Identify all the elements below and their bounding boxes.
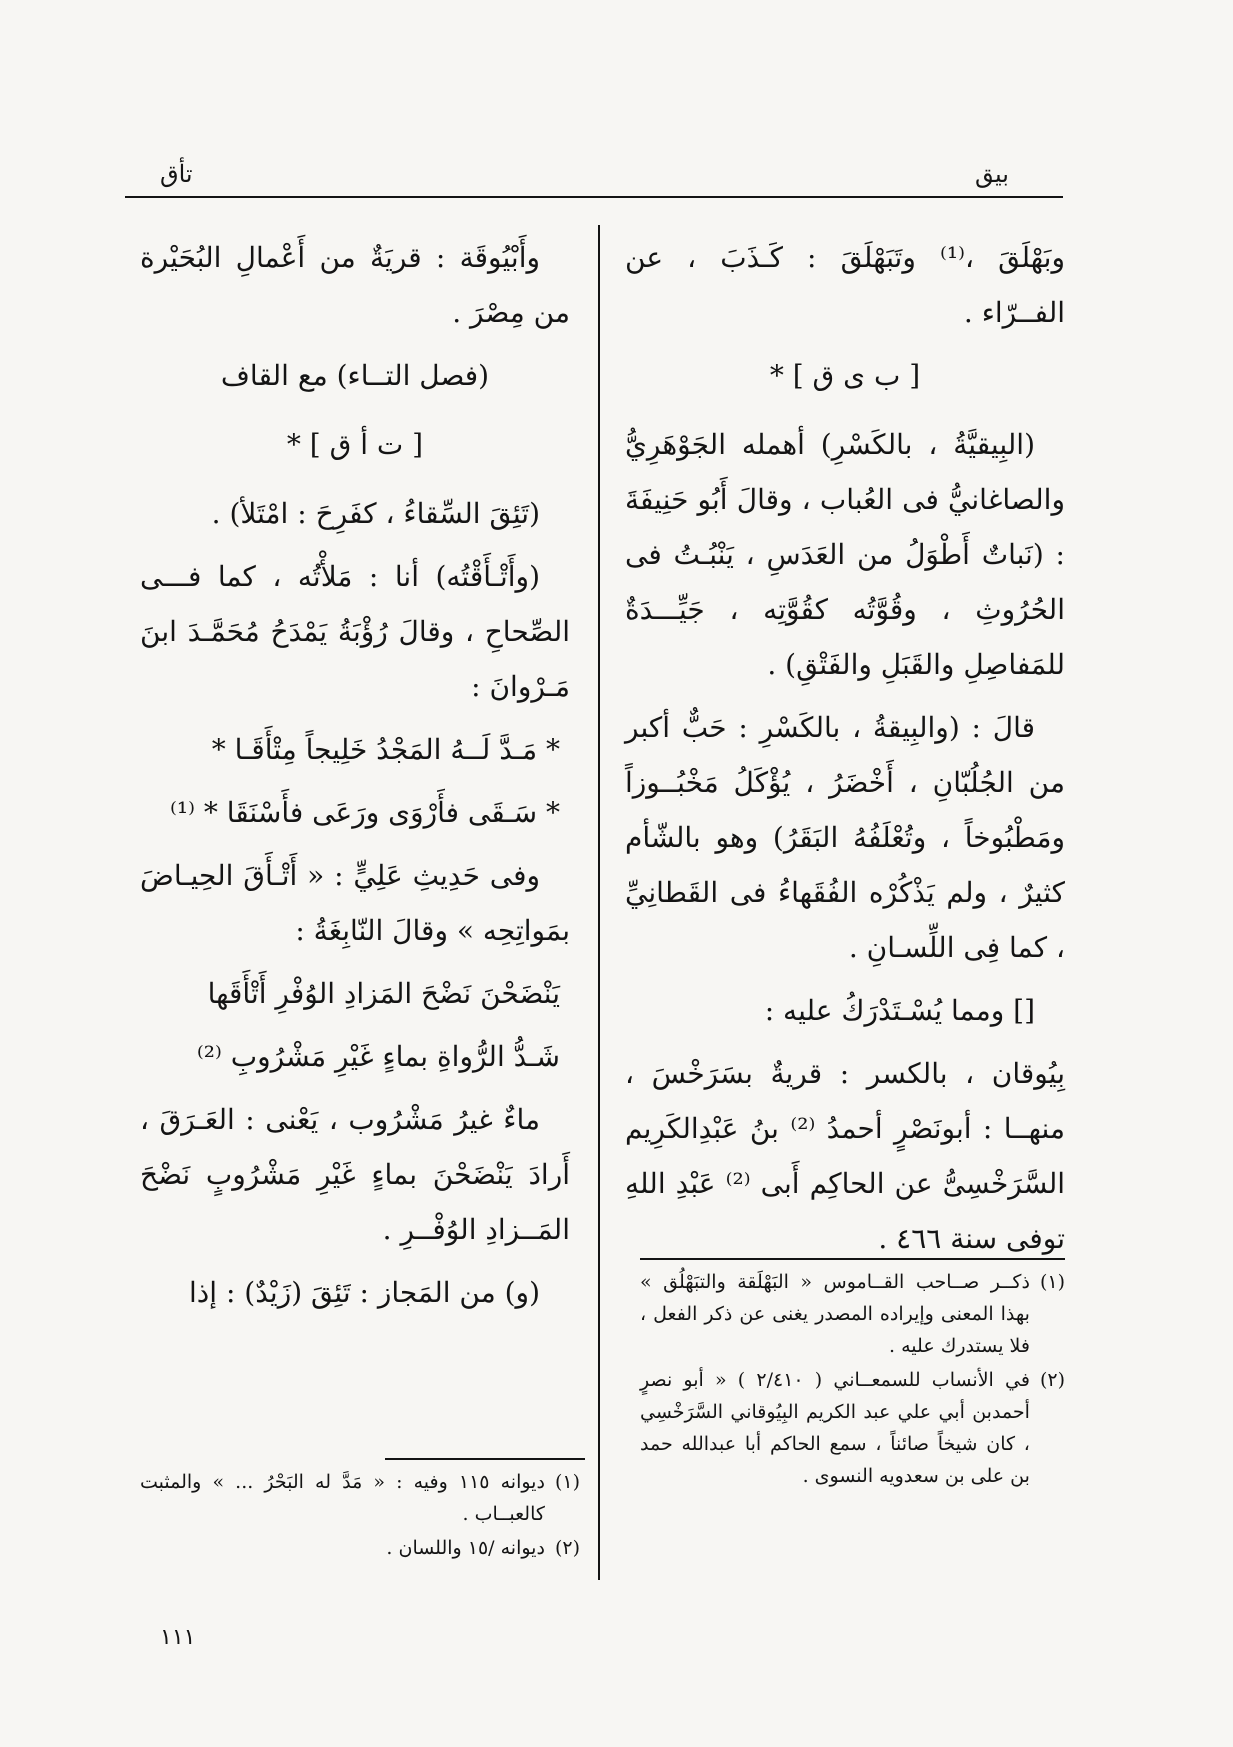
footnote-rule — [640, 1258, 1065, 1260]
footnote-text: ديوانه ١١٥ وفيه : « مَدَّ له البَحْرُ ... » والمثبت كالعبــاب . — [140, 1471, 545, 1525]
section-heading: (فصل التــاء) مع القاف — [220, 359, 490, 392]
left-column — [140, 230, 570, 1328]
footnotes-right — [640, 1266, 1065, 1494]
footnote-text: في الأنساب للسمعــاني ( ٢/٤١٠ ) « أبو نصرٍ أحمدبن أبي علي عبد الكريم البِيُوقاني السَّرَخْسِي ، كان شيخاً صائناً ، سمع الحاكم أبا عبدالله حمد بن على بن سعدويه النسوى . — [640, 1369, 1030, 1487]
entry-heading: [ ت أ ق ] * — [286, 428, 424, 461]
footnote — [140, 1466, 580, 1530]
paragraph: ماءٌ غيرُ مَشْرُوب ، يَعْنى : العَـرَقَ ، أَرادَ يَنْضَحْنَ بماءٍ غَيْرِ مَشْرُوبٍ نَضْحَ المَــزادِ الوُفْــرِ . — [140, 1103, 570, 1246]
running-header-right: بيق — [975, 160, 1009, 188]
paragraph: (وأَتْـأَقْتُه) أنا : مَلأْتُه ، كما فـــى الصِّحاحِ ، وقالَ رُؤْبَةُ يَمْدَحُ مُحَمَّـدَ ابنَ مَـرْوانَ : — [140, 560, 570, 703]
verse-line: * سَـقَى فأَرْوَى ورَعَى فأَسْنَقَا * ⁽¹⁾ — [169, 796, 560, 829]
paragraph: قالَ : (والبِيقةُ ، بالكَسْرِ : حَبٌّ أكبر من الجُلُبّانِ ، أَخْضَرُ ، يُؤْكَلُ مَخْبُــوزاً ومَطْبُوخاً ، وتُعْلَفُهُ البَقَرُ) وهو بالشّأم كثيرٌ ، ولم يَذْكُرْه الفُقَهاءُ فى القَطانِيِّ ، كما فِى اللِّسـانِ . — [625, 711, 1065, 964]
paragraph: (تَئِقَ السِّقاءُ ، كفَرِحَ : امْتَلأ) . — [211, 497, 540, 530]
footnote-number: (١) — [1039, 1271, 1065, 1293]
footnotes-left — [140, 1466, 580, 1566]
running-header-left: تأق — [160, 160, 193, 188]
footnote-text: ديوانه /١٥ واللسان . — [386, 1537, 545, 1559]
header-rule — [125, 196, 1063, 198]
page-number: ١١١ — [160, 1625, 196, 1650]
footnote-rule — [385, 1458, 585, 1460]
verse-line: يَنْضَحْنَ نَضْحَ المَزادِ الوُفْرِ أَتْأَقَها — [207, 977, 560, 1010]
footnote — [640, 1364, 1065, 1492]
entry-heading: [ ب ى ق ] * — [769, 359, 921, 392]
paragraph: بِيُوقان ، بالكسر : قريةٌ بسَرَخْسَ ، منهــا : أبونَصْرٍ أحمدُ ⁽²⁾ بنُ عَبْدِالكَرِيم السَّرَخْسِىُّ عن الحاكِم أَبى ⁽²⁾ عَبْدِ اللهِ توفى سنة ٤٦٦ . — [625, 1057, 1065, 1255]
footnote-number: (٢) — [1039, 1369, 1065, 1391]
paragraph: وأَبْيُوقَة : قريَةٌ من أَعْمالِ البُحَيْرة من مِصْرَ . — [140, 241, 570, 329]
verse-line: * مَـدَّ لَــهُ المَجْدُ خَلِيجاً مِتْأَقَـا * — [211, 733, 560, 766]
verse-line: شَـدُّ الرُّواةِ بماءٍ غَيْرِ مَشْرُوبِ ⁽²⁾ — [196, 1040, 560, 1073]
footnote-number: (١) — [554, 1471, 580, 1493]
paragraph: وفى حَدِيثِ عَلِيٍّ : « أَتْـأَقَ الحِيـاضَ بمَواتِحِه » وقالَ النّابِغَةُ : — [140, 859, 570, 947]
column-divider — [598, 225, 600, 1580]
footnote — [640, 1266, 1065, 1362]
paragraph: وبَهْلَقَ ،⁽¹⁾ وتَبَهْلَقَ : كَـذَبَ ، عن الفــرّاء . — [625, 241, 1065, 329]
paragraph: (و) من المَجاز : تَئِقَ (زَيْدٌ) : إذا — [189, 1276, 540, 1309]
paragraph: (البِيقيَّةُ ، بالكَسْرِ) أهمله الجَوْهَرِيُّ والصاغانيُّ فى العُباب ، وقالَ أَبُو حَنِيفَةَ : (نَباتٌ أَطْوَلُ من العَدَسِ ، يَنْبُـتُ فى الحُرُوثِ ، وقُوَّتُه كقُوَّتِه ، جَيِّـــدَةٌ للمَفاصِلِ والقَبَلِ والفَتْقِ) . — [625, 428, 1065, 681]
footnote — [140, 1532, 580, 1564]
right-column — [625, 230, 1065, 1274]
paragraph: [] ومما يُسْـتَدْرَكُ عليه : — [764, 994, 1035, 1027]
footnote-text: ذكــر صــاحب القــاموس « البَهْلَقة والتبَهْلُق » بهذا المعنى وإيراده المصدر يغنى عن ذكر الفعل ، فلا يستدرك عليه . — [640, 1271, 1030, 1357]
footnote-number: (٢) — [554, 1537, 580, 1559]
